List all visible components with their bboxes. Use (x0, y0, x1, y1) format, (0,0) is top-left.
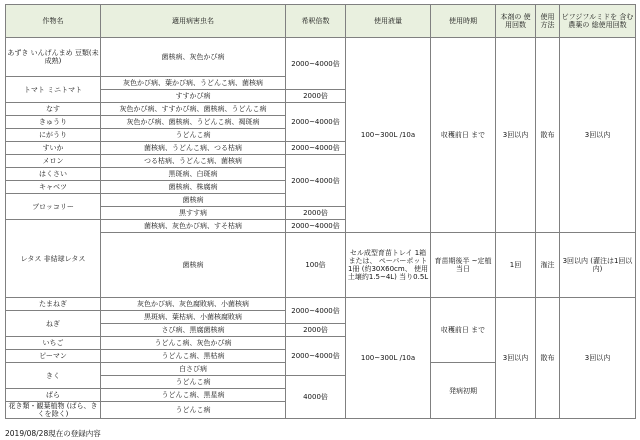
header-count: 本剤の 使用回数 (496, 5, 536, 38)
crop-cell: あずき いんげんまめ 豆類(未成熟) (6, 38, 101, 77)
total-cell: 3回以内 (560, 298, 636, 419)
disease-cell: 菌核病 (101, 194, 286, 207)
crop-cell: きゅうり (6, 116, 101, 129)
header-volume: 使用液量 (346, 5, 431, 38)
table-row (6, 233, 636, 246)
crop-cell: 花き類・観葉植物 (ばら、きくを除く) (6, 402, 101, 419)
dilution-cell: 4000倍 (286, 376, 346, 419)
disease-cell: うどんこ病 (101, 376, 286, 389)
disease-cell: 灰色かび病、葉かび病、うどんこ病、菌核病 (101, 77, 286, 90)
header-disease: 適用病害虫名 (101, 5, 286, 38)
total-cell: 3回以内 (灌注は1回以内) (560, 233, 636, 298)
disease-cell: うどんこ病、黒枯病 (101, 350, 286, 363)
dilution-cell: 2000~4000倍 (286, 337, 346, 376)
header-crop: 作物名 (6, 5, 101, 38)
crop-cell: なす (6, 103, 101, 116)
count-cell: 3回以内 (496, 298, 536, 419)
registration-table-wrapper (5, 4, 635, 419)
disease-cell: 灰色かび病、すすかび病、菌核病、うどんこ病 (101, 103, 286, 116)
dilution-cell: 2000~4000倍 (286, 142, 346, 155)
pesticide-registration-table (5, 4, 636, 419)
crop-cell: たまねぎ (6, 298, 101, 311)
crop-cell: はくさい (6, 168, 101, 181)
crop-cell: ピーマン (6, 350, 101, 363)
disease-cell: 灰色かび病、灰色腐敗病、小菌核病 (101, 298, 286, 311)
table-row (6, 298, 636, 311)
disease-cell: うどんこ病 (101, 129, 286, 142)
disease-cell: さび病、黒腐菌核病 (101, 324, 286, 337)
crop-cell: にがうり (6, 129, 101, 142)
disease-cell: 白さび病 (101, 363, 286, 376)
dilution-cell: 2000~4000倍 (286, 155, 346, 207)
dilution-cell: 2000倍 (286, 90, 346, 103)
header-total: ビフジフルミドを 含む農薬の 総使用回数 (560, 5, 636, 38)
total-cell: 3回以内 (560, 38, 636, 233)
disease-cell: 菌核病、うどんこ病、つる枯病 (101, 142, 286, 155)
header-dilution: 希釈倍数 (286, 5, 346, 38)
disease-cell: 灰色かび病、菌核病、うどんこ病、褐斑病 (101, 116, 286, 129)
table-row (6, 38, 636, 51)
dilution-cell: 2000~4000倍 (286, 103, 346, 142)
disease-cell: うどんこ病、灰色かび病 (101, 337, 286, 350)
crop-cell: メロン (6, 155, 101, 168)
crop-cell: いちご (6, 337, 101, 350)
timing-cell: 育苗期後半 ~定植当日 (431, 233, 496, 298)
dilution-cell: 2000~4000倍 (286, 38, 346, 90)
method-cell: 散布 (536, 38, 560, 233)
method-cell: 散布 (536, 298, 560, 419)
disease-cell: 菌核病 (101, 233, 286, 298)
disease-cell: 菌核病、灰色かび病 (101, 38, 286, 77)
volume-cell: セル成型育苗トレイ 1箱または、 ペーパーポット1冊 (約30X60cm、 使用土壌約1.5~4L) 当り0.5L (346, 233, 431, 298)
timing-cell: 収穫前日 まで (431, 38, 496, 233)
disease-cell: うどんこ病、黒星病 (101, 389, 286, 402)
crop-cell: ねぎ (6, 311, 101, 337)
disease-cell: すすかび病 (101, 90, 286, 103)
disease-cell: つる枯病、うどんこ病、菌核病 (101, 155, 286, 168)
header-timing: 使用時期 (431, 5, 496, 38)
count-cell: 3回以内 (496, 38, 536, 233)
header-method: 使用 方法 (536, 5, 560, 38)
crop-cell: ばら (6, 389, 101, 402)
registration-date-note: 2019/08/28現在の登録内容 (5, 429, 101, 438)
method-cell: 潅注 (536, 233, 560, 298)
volume-cell: 100~300L /10a (346, 298, 431, 419)
header-row (6, 5, 636, 38)
volume-cell: 100~300L /10a (346, 38, 431, 233)
crop-cell: ブロッコリー (6, 194, 101, 220)
count-cell: 1回 (496, 233, 536, 298)
dilution-cell: 2000~4000倍 (286, 220, 346, 233)
disease-cell: うどんこ病 (101, 402, 286, 419)
timing-cell: 収穫前日 まで (431, 298, 496, 363)
dilution-cell: 2000~4000倍 (286, 298, 346, 324)
crop-cell: レタス 非結球レタス (6, 220, 101, 298)
crop-cell: トマト ミニトマト (6, 77, 101, 103)
dilution-cell: 100倍 (286, 233, 346, 298)
disease-cell: 黒斑病、葉枯病、小菌核腐敗病 (101, 311, 286, 324)
dilution-cell: 2000倍 (286, 324, 346, 337)
disease-cell: 黒すす病 (101, 207, 286, 220)
crop-cell: きく (6, 363, 101, 389)
disease-cell: 菌核病、株腐病 (101, 181, 286, 194)
crop-cell: キャベツ (6, 181, 101, 194)
disease-cell: 黒斑病、白斑病 (101, 168, 286, 181)
timing-cell: 発病初期 (431, 363, 496, 419)
crop-cell: すいか (6, 142, 101, 155)
dilution-cell: 2000倍 (286, 207, 346, 220)
disease-cell: 菌核病、灰色かび病、すそ枯病 (101, 220, 286, 233)
